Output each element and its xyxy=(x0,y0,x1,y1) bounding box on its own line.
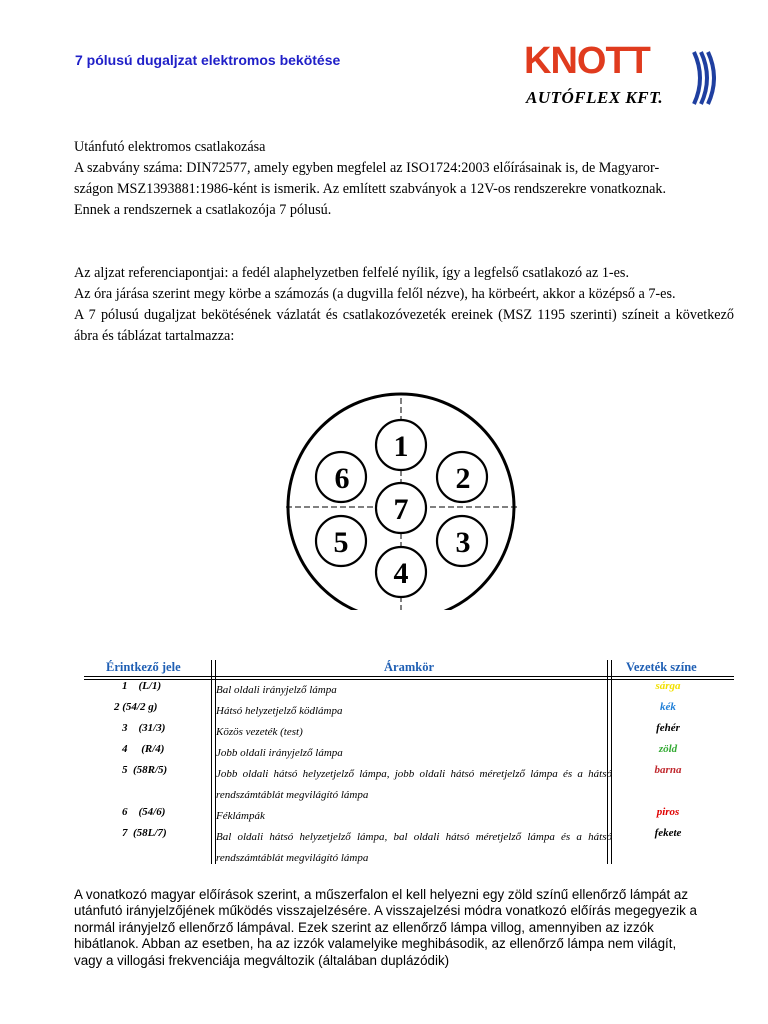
footer-line: A vonatkozó magyar előírások szerint, a műszerfalon el kell helyezni egy zöld színű ellenőrző lámpát az xyxy=(74,887,689,902)
footer-line: hibátlanok. Abban az esetben, ha az izzók valamelyike meghibásodik, az ellenőrző lámpa nem világít, xyxy=(74,936,677,952)
intro-section xyxy=(74,137,734,221)
pin-label-6: 6 xyxy=(334,462,350,495)
row-number: 4 xyxy=(122,743,128,755)
company-logo xyxy=(520,40,720,110)
row-number: 5 xyxy=(122,764,128,776)
row-color: zöld xyxy=(658,743,678,755)
intro-line: szágon MSZ1393881:1986-ként is ismerik. Az említett szabványok a 12V-os rendszerekre vonatkoznak. xyxy=(74,181,667,197)
row-color: barna xyxy=(654,764,682,776)
pin-label-3: 3 xyxy=(455,526,471,559)
table-rule xyxy=(84,676,734,677)
header-color: Vezeték színe xyxy=(626,660,697,674)
pin-label-7: 7 xyxy=(393,493,409,526)
pin-label-5: 5 xyxy=(333,526,349,559)
row-number: 6 xyxy=(122,806,128,818)
logo-subtitle: AUTÓFLEX KFT. xyxy=(526,88,664,107)
logo-stripes-icon xyxy=(692,50,716,106)
header-circuit: Áramkör xyxy=(384,660,434,674)
row-circuit: Jobb oldali irányjelző lámpa xyxy=(216,747,343,759)
row-color: fehér xyxy=(656,722,680,734)
document-title: 7 pólusú dugaljzat elektromos bekötése xyxy=(75,52,341,68)
row-color: fekete xyxy=(654,827,682,839)
intro-line: A szabvány száma: DIN72577, amely egyben megfelel az ISO1724:2003 előírásainak is, de Magyaror- xyxy=(74,160,660,176)
footer-paragraph xyxy=(74,887,734,969)
footer-line: vagy a villogási frekvenciája megváltozik (általában duplázódik) xyxy=(74,952,450,968)
row-number: 7 xyxy=(122,827,128,839)
row-circuit: Közös vezeték (test) xyxy=(216,726,303,738)
reference-line: Az óra járása szerint megy körbe a számozás (a dugvilla felől nézve), ha körbeért, akkor a középső a 7-es. xyxy=(74,286,676,302)
row-circuit: Hátsó helyzetjelző ködlámpa xyxy=(216,705,343,717)
row-number: 2 xyxy=(114,701,120,713)
intro-heading: Utánfutó elektromos csatlakozása xyxy=(74,139,266,155)
row-code: (58R/5) xyxy=(133,764,168,776)
row-number: 3 xyxy=(122,722,128,734)
reference-line: Az aljzat referenciapontjai: a fedél alaphelyzetben felfelé nyílik, így a legfelső csatlakozó az 1-es. xyxy=(74,265,630,281)
reference-line: A 7 pólusú dugaljzat bekötésének vázlatát és csatlakozóvezeték ereinek (MSZ 1195 szerinti) színeit a következő ábra és táblázat tartalmazza: xyxy=(74,307,734,344)
row-circuit: Bal oldali hátsó helyzetjelző lámpa, bal oldali hátsó méretjelző lámpa és a hátsó rendszámtáblát megvilágító lámpa xyxy=(216,831,612,864)
pin-label-1: 1 xyxy=(393,430,409,463)
intro-line: Ennek a rendszernek a csatlakozója 7 pólusú. xyxy=(74,202,332,218)
row-color: kék xyxy=(660,701,676,713)
row-circuit: Bal oldali irányjelző lámpa xyxy=(216,684,337,696)
pin-label-4: 4 xyxy=(393,557,409,590)
row-number: 1 xyxy=(122,680,128,692)
row-color: sárga xyxy=(655,680,681,692)
pin-label-2: 2 xyxy=(455,462,471,495)
row-color: piros xyxy=(656,806,680,818)
row-code: (58L/7) xyxy=(133,827,167,839)
row-code: (L/1) xyxy=(138,680,162,692)
row-code: (54/2 g) xyxy=(122,701,158,713)
socket-diagram xyxy=(270,390,534,610)
row-code: (31/3) xyxy=(138,722,166,734)
footer-line: normál irányjelző ellenőrző lámpával. Ezek szerint az ellenőrző lámpa villog, amennyiben az izzók xyxy=(74,919,654,935)
row-code: (R/4) xyxy=(141,743,165,755)
footer-line: utánfutó irányjelzőjének működés visszajelzésére. A visszajelzési módra vonatkozó előírás megegyezik a xyxy=(74,903,697,919)
logo-brand: KNOTT xyxy=(524,40,650,82)
header-contact: Érintkező jele xyxy=(106,660,181,674)
reference-section xyxy=(74,263,734,347)
row-circuit: Jobb oldali hátsó helyzetjelző lámpa, jobb oldali hátsó méretjelző lámpa és a hátsó rendszámtáblát megvilágító lámpa xyxy=(216,768,612,801)
row-circuit: Féklámpák xyxy=(216,810,265,822)
row-code: (54/6) xyxy=(138,806,166,818)
